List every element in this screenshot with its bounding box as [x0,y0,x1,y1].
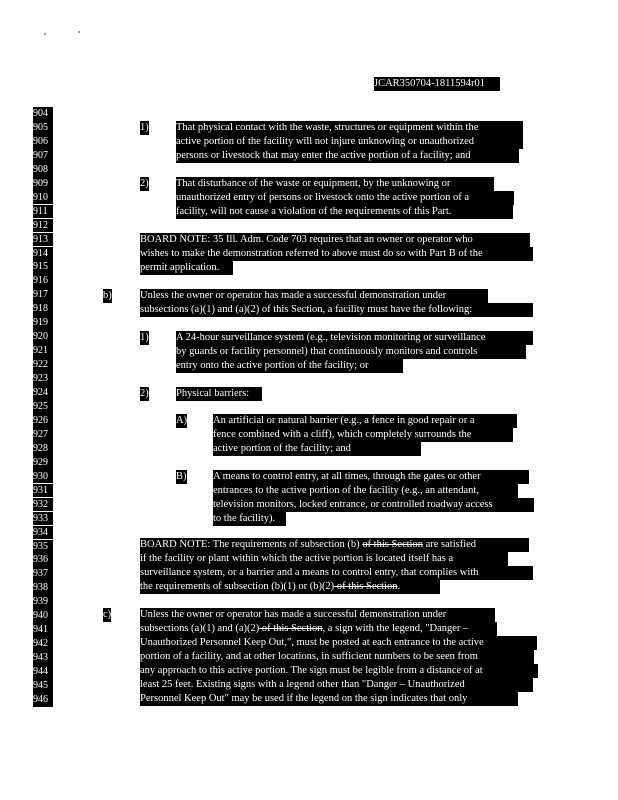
line-number: 923 [33,372,53,386]
text-line: portion of a facility, and at other locations, in sufficient numbers to be seen from [140,650,534,664]
board-note [140,538,529,552]
text-line: Unless the owner or operator has made a successful demonstration under [140,608,495,622]
line-number: 925 [33,400,53,414]
text-line: to the facility). [213,512,286,526]
text-run: are satisfied [422,539,477,550]
deleted-text: of this Section [334,581,398,592]
line-number: 929 [33,456,53,470]
line-number: 913 [33,233,53,247]
text-line: Personnel Keep Out" may be used if the legend on the sign indicates that only [140,692,518,706]
text-line: least 25 feet. Existing signs with a legend other than "Danger – Unauthorized [140,678,533,692]
text-line: television monitors, locked entrance, or controlled roadway access [213,498,534,512]
text-line: surveillance system, or a barrier and a means to control entry, that complies with [140,566,533,580]
item-label-c: c) [103,609,112,620]
line-number: 927 [33,428,53,442]
line-number: 937 [33,567,53,581]
document-id: JCAR350704-1811594r01 [374,77,500,91]
line-number: 924 [33,386,53,400]
text-line: persons or livestock that may enter the active portion of a facility; and [176,149,519,163]
line-number: 915 [33,260,53,274]
text-line: Physical barriers: [176,387,262,401]
line-number: 946 [33,693,53,707]
line-number: 908 [33,163,53,177]
text-line: active portion of the facility; and [213,442,421,456]
line-number: 906 [33,135,53,149]
line-number: 928 [33,442,53,456]
line-number: 931 [33,484,53,498]
board-note: BOARD NOTE: 35 Ill. Adm. Code 703 requires that an owner or operator who [140,233,530,247]
item-label-b1: 1) [140,332,149,343]
line-number: 911 [33,205,53,219]
line-number: 919 [33,316,53,330]
line-number: 941 [33,623,53,637]
text-line: A 24-hour surveillance system (e.g., television monitoring or surveillance [176,331,533,345]
text-run: the requirements of subsection (b)(1) or (b)(2) [140,581,335,592]
line-number: 934 [33,526,53,540]
line-number: 917 [33,288,53,302]
line-number: 936 [33,553,53,567]
line-number: 918 [33,302,53,316]
text-run: , a sign with the legend, "Danger – [322,623,469,634]
text-line: A means to control entry, at all times, through the gates or other [213,470,529,484]
text-line: if the facility or plant within which the active portion is located itself has a [140,552,508,566]
text-line: any approach to this active portion. The sign must be legible from a distance of at [140,664,538,678]
line-number: 910 [33,191,53,205]
text-line: That physical contact with the waste, structures or equipment within the [176,121,523,135]
deleted-text: of this Section [259,623,323,634]
item-label-b2A: A) [176,415,188,426]
deleted-text: of this Section [362,539,423,550]
line-number: 921 [33,344,53,358]
speck [78,31,80,33]
speck [44,33,46,35]
line-number: 905 [33,121,53,135]
item-label-b2: 2) [140,388,149,399]
line-number: 940 [33,609,53,623]
text-line [140,622,497,636]
line-number: 922 [33,358,53,372]
line-number: 935 [33,540,53,554]
item-label-b2B: B) [176,471,187,482]
text-run: BOARD NOTE: The requirements of subsection (b) [140,539,363,550]
item-label-b: b) [103,290,112,301]
text-line: facility, will not cause a violation of the requirements of this Part. [176,205,513,219]
line-number: 945 [33,679,53,693]
text-line: unauthorized entry of persons or livestock onto the active portion of a [176,191,514,205]
item-label-a1: 1) [140,122,149,133]
text-line: entry onto the active portion of the facility; or [176,359,403,373]
text-line: by guards or facility personnel) that continuously monitors and controls [176,345,526,359]
text-run: . [397,581,401,592]
line-number: 907 [33,149,53,163]
text-line: active portion of the facility will not injure unknowing or unauthorized [176,135,523,149]
text-line: entrances to the active portion of the facility (e.g., an attendant, [213,484,518,498]
text-line: Unauthorized Personnel Keep Out,", must be posted at each entrance to the active [140,636,537,650]
text-line [140,580,440,594]
line-number: 909 [33,177,53,191]
text-line: wishes to make the demonstration referred to above must do so with Part B of the [140,247,533,261]
line-number: 939 [33,595,53,609]
line-number: 943 [33,651,53,665]
text-line: subsections (a)(1) and (a)(2) of this Section, a facility must have the following: [140,303,533,317]
text-line: fence combined with a cliff), which completely surrounds the [213,428,513,442]
line-number: 930 [33,470,53,484]
line-number: 914 [33,247,53,261]
line-number: 904 [33,107,53,121]
text-line: An artificial or natural barrier (e.g., a fence in good repair or a [213,414,517,428]
line-number: 944 [33,665,53,679]
line-number: 932 [33,498,53,512]
item-label-a2: 2) [140,178,149,189]
line-number: 912 [33,219,53,233]
line-number: 942 [33,637,53,651]
line-number: 920 [33,330,53,344]
text-line: permit application. [140,261,233,275]
text-line: That disturbance of the waste or equipment, by the unknowing or [176,177,494,191]
line-number: 916 [33,274,53,288]
line-number: 926 [33,414,53,428]
line-number: 938 [33,581,53,595]
line-number: 933 [33,512,53,526]
text-run: subsections (a)(1) and (a)(2) [140,623,260,634]
text-line: Unless the owner or operator has made a successful demonstration under [140,289,488,303]
